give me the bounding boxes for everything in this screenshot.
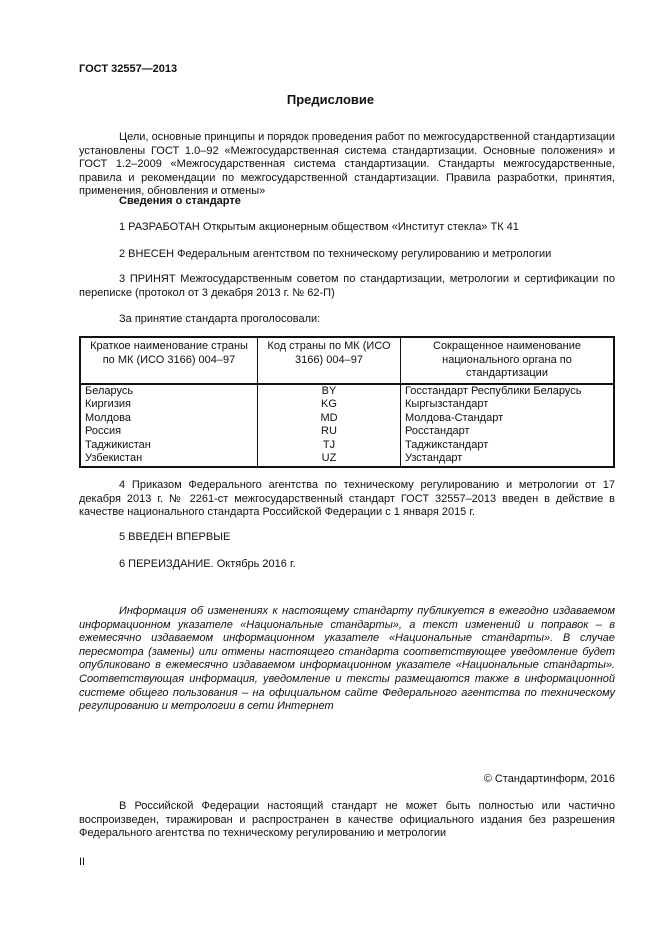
rights-paragraph: В Российской Федерации настоящий стандарт не может быть полностью или частично воспроизведен, тиражирован и распространен в качестве официального издания без разрешения Федерального агентства по техническому регулированию и метрологии xyxy=(79,800,615,840)
table-row xyxy=(80,384,614,399)
changes-info-paragraph: Информация об изменениях к настоящему стандарту публикуется в ежегодно издаваемом информационном указателе «Национальные стандарты», а текст изменений и поправок – в ежемесячно издаваемом информационном указателе «Национальные стандарты». В случае пересмотра (замены) или отмены настоящего стандарта соответствующее уведомление будет опубликовано в ежемесячно издаваемом информационном указателе «Национальные стандарты». Соответствующая информация, уведомление и тексты размещаются также в информационной системе общего пользования – на официальном сайте Федерального агентства по техническому регулированию и метрологии в сети Интернет xyxy=(79,605,615,713)
country-name: Россия xyxy=(80,425,258,439)
item-adopted: 3 ПРИНЯТ Межгосударственным советом по стандартизации, метрологии и сертификации по переписке (протокол от 3 декабря 2013 г. № 62-П) xyxy=(79,273,615,299)
item-enacted: 4 Приказом Федерального агентства по техническому регулированию и метрологии от 17 декабря 2013 г. № 2261-ст межгосударственный стандарт ГОСТ 32557–2013 введен в действие в качестве национального стандарта Российской Федерации с 1 января 2015 г. xyxy=(79,479,615,519)
table-row xyxy=(80,412,614,426)
country-name: Молдова xyxy=(80,412,258,426)
country-code: UZ xyxy=(258,452,401,467)
page-title: Предисловие xyxy=(286,92,375,107)
item-introduced-first: 5 ВВЕДЕН ВПЕРВЫЕ xyxy=(119,531,231,543)
item-reissue: 6 ПЕРЕИЗДАНИЕ. Октябрь 2016 г. xyxy=(119,558,296,570)
table-row xyxy=(80,439,614,453)
table-row xyxy=(80,398,614,412)
country-name: Киргизия xyxy=(80,398,258,412)
header-country-code: Код страны по МК (ИСО 3166) 004–97 xyxy=(258,337,401,384)
country-code: TJ xyxy=(258,439,401,453)
page-number: II xyxy=(79,856,86,868)
standards-body: Таджикстандарт xyxy=(401,439,615,453)
intro-paragraph: Цели, основные принципы и порядок проведения работ по межгосударственной стандартизации установлены ГОСТ 1.0–92 «Межгосударственная система стандартизации. Основные положения» и ГОСТ 1.2–2009 «Межгосударственная система стандартизации. Стандарты межгосударственные, правила и рекомендации по межгосударственной стандартизации. Правила разработки, принятия, применения, обновления и отмены» xyxy=(79,131,615,198)
table-row xyxy=(80,425,614,439)
standards-body: Госстандарт Республики Беларусь xyxy=(401,384,615,399)
voting-countries-table xyxy=(79,336,615,468)
header-country-name: Краткое наименование страны по МК (ИСО 3166) 004–97 xyxy=(80,337,258,384)
standards-body: Узстандарт xyxy=(401,452,615,467)
country-code: MD xyxy=(258,412,401,426)
country-name: Беларусь xyxy=(80,384,258,399)
standards-body: Молдова-Стандарт xyxy=(401,412,615,426)
document-id-header: ГОСТ 32557—2013 xyxy=(79,63,178,75)
country-name: Узбекистан xyxy=(80,452,258,467)
standards-body: Росстандарт xyxy=(401,425,615,439)
country-code: KG xyxy=(258,398,401,412)
country-name: Таджикистан xyxy=(80,439,258,453)
voted-label: За принятие стандарта проголосовали: xyxy=(119,313,321,325)
item-submitted: 2 ВНЕСЕН Федеральным агентством по техническому регулированию и метрологии xyxy=(119,248,552,260)
country-code: RU xyxy=(258,425,401,439)
table-row xyxy=(80,452,614,467)
header-standards-body: Сокращенное наименование национального органа по стандартизации xyxy=(401,337,615,384)
section-heading: Сведения о стандарте xyxy=(119,195,241,207)
country-code: BY xyxy=(258,384,401,399)
item-developed: 1 РАЗРАБОТАН Открытым акционерным обществом «Институт стекла» ТК 41 xyxy=(119,221,519,233)
standards-body: Кыргызстандарт xyxy=(401,398,615,412)
table-header-row xyxy=(80,337,614,384)
copyright-notice: © Стандартинформ, 2016 xyxy=(483,773,615,785)
